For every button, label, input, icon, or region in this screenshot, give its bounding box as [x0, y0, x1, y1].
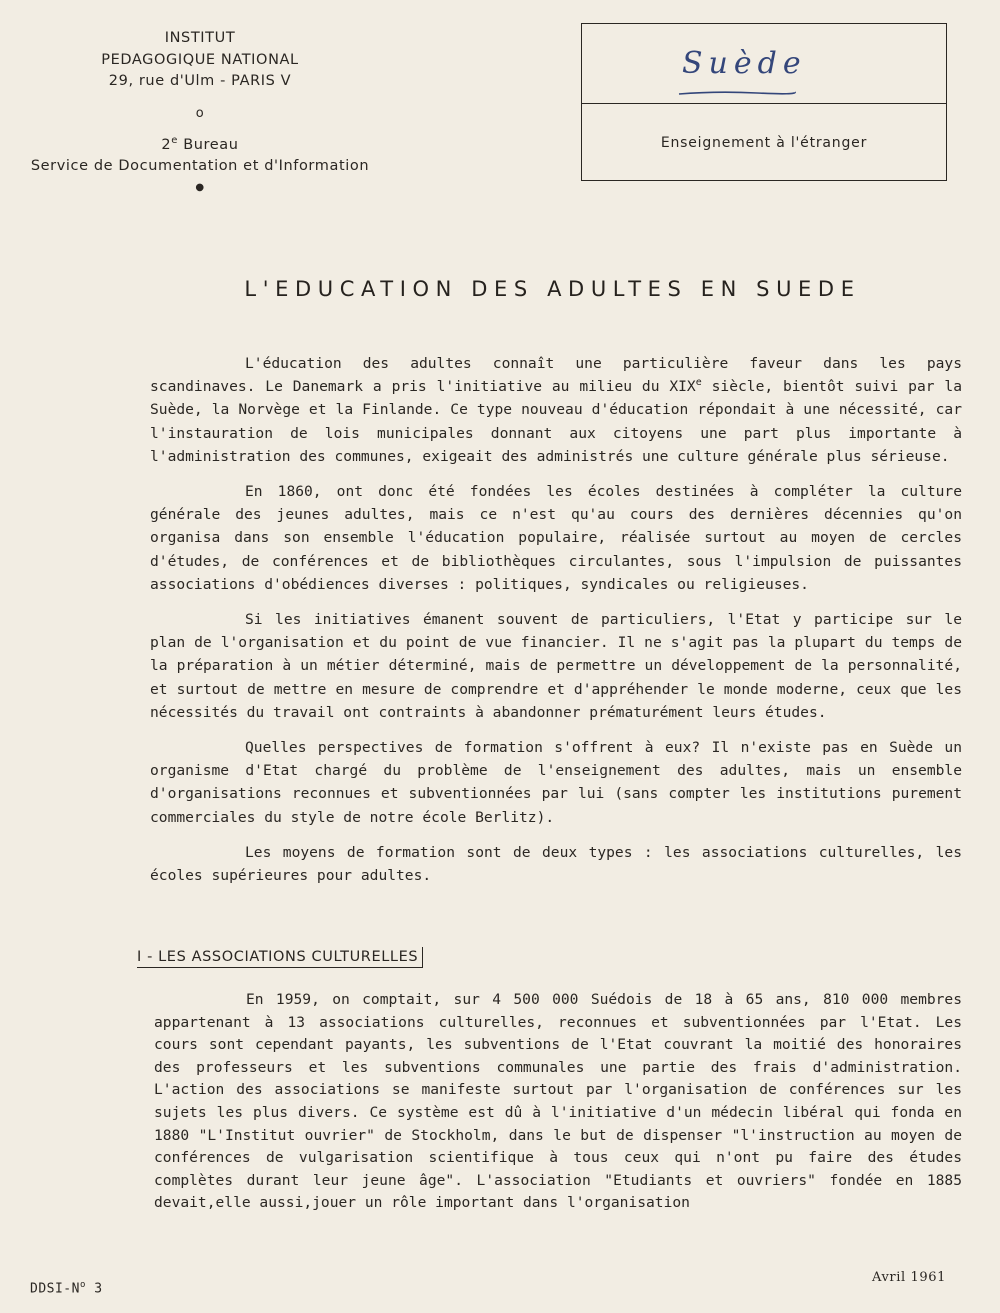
institution-line-1: INSTITUT [164, 30, 236, 46]
handwritten-underline [677, 90, 797, 96]
handwritten-country: Suède [682, 46, 807, 81]
paragraph-1-sup: e [695, 377, 702, 389]
institution-header [0, 28, 400, 194]
header-bullet: ● [195, 181, 205, 193]
box-divider [582, 103, 946, 104]
document-date: Avril 1961 [872, 1270, 946, 1285]
institution-address: 29, rue d'Ulm - PARIS V [108, 73, 292, 89]
paragraph-3: Si les initiatives émanent souvent de particuliers, l'Etat y participe sur le plan de l'organisation et du point de vue financier. Il ne s'agit pas la plupart du temps de la préparation à un métier déterminé, mais de permettre un développement de la personnalité, et surtout de mettre en mesure de comprendre et d'appréhender le monde moderne, ceux que les nécessités du travail ont contraints à abandonner prématurément leurs études. [150, 611, 962, 721]
section-text [154, 989, 962, 1215]
section-heading: I - LES ASSOCIATIONS CULTURELLES [137, 947, 423, 968]
bureau-number: 2 [161, 136, 172, 153]
reference-sup: o [79, 1280, 86, 1290]
document-title: L'EDUCATION DES ADULTES EN SUEDE [244, 277, 861, 301]
paragraph-4: Quelles perspectives de formation s'offrent à eux? Il n'existe pas en Suède un organisme d'Etat chargé du problème de l'enseignement des adultes, mais un ensemble d'organisations reconnues et subventionnées par lui (sans compter les institutions purement commerciales du style de notre école Berlitz). [150, 739, 962, 826]
paragraph-1 [150, 352, 962, 468]
paragraph-2: En 1860, ont donc été fondées les écoles destinées à compléter la culture générale des jeunes adultes, mais ce n'est qu'au cours des dernières décennies qu'on organisa dans son ensemble l'éducation populaire, réalisée surtout au moyen de cercles d'études, de conférences et de bibliothèques circulantes, sous l'impulsion de puissantes associations d'obédiences diverses : politiques, syndicales ou religieuses. [150, 483, 962, 593]
intro-text [150, 352, 962, 887]
bureau-line [0, 130, 400, 156]
classification-box [581, 23, 947, 181]
bureau-word: Bureau [178, 136, 239, 153]
paragraph-1-a: L'éducation des adultes connaît une particulière faveur dans les pays scandinaves. Le Danemark a pris l'initiative au milieu du XIX [150, 355, 962, 396]
reference-number: 3 [85, 1281, 103, 1297]
institution-line-2: PEDAGOGIQUE NATIONAL [101, 51, 299, 68]
bureau-sup: e [171, 135, 178, 146]
service-name: Service de Documentation et d'Information [30, 158, 370, 175]
paragraph-1-b: siècle, bientôt suivi par la Suède, la Norvège et la Finlande. Ce type nouveau d'éducation répondait à une nécessité, car l'instauration de lois municipales donnant aux citoyens une part plus importante à l'administration des communes, exigeait des administrés une culture générale plus sérieuse. [150, 378, 962, 465]
reference-prefix: DDSI-N [30, 1281, 80, 1297]
header-separator: o [195, 105, 205, 121]
section-paragraph: En 1959, on comptait, sur 4 500 000 Suédois de 18 à 65 ans, 810 000 membres appartenant à 13 associations culturelles, reconnues et subventionnées par l'Etat. Les cours sont cependant payants, les subventions de l'Etat couvrant la moitié des honoraires des professeurs et les subventions communales une partie des frais d'administration. L'action des associations se manifeste surtout par l'organisation de conférences sur les sujets les plus divers. Ce système est dû à l'initiative d'un médecin libéral qui fonda en 1880 "L'Institut ouvrier" de Stockholm, dans le but de dispenser "l'instruction au moyen de conférences de vulgarisation scientifique à tous ceux qui n'ont pu faire des études complètes durant leur jeune âge". L'association "Etudiants et ouvriers" fondée en 1885 devait,elle aussi,jouer un rôle important dans l'organisation [154, 991, 962, 1212]
category-label: Enseignement à l'étranger [660, 135, 868, 151]
paragraph-5: Les moyens de formation sont de deux types : les associations culturelles, les écoles supérieures pour adultes. [150, 843, 962, 885]
document-reference [30, 1280, 103, 1296]
